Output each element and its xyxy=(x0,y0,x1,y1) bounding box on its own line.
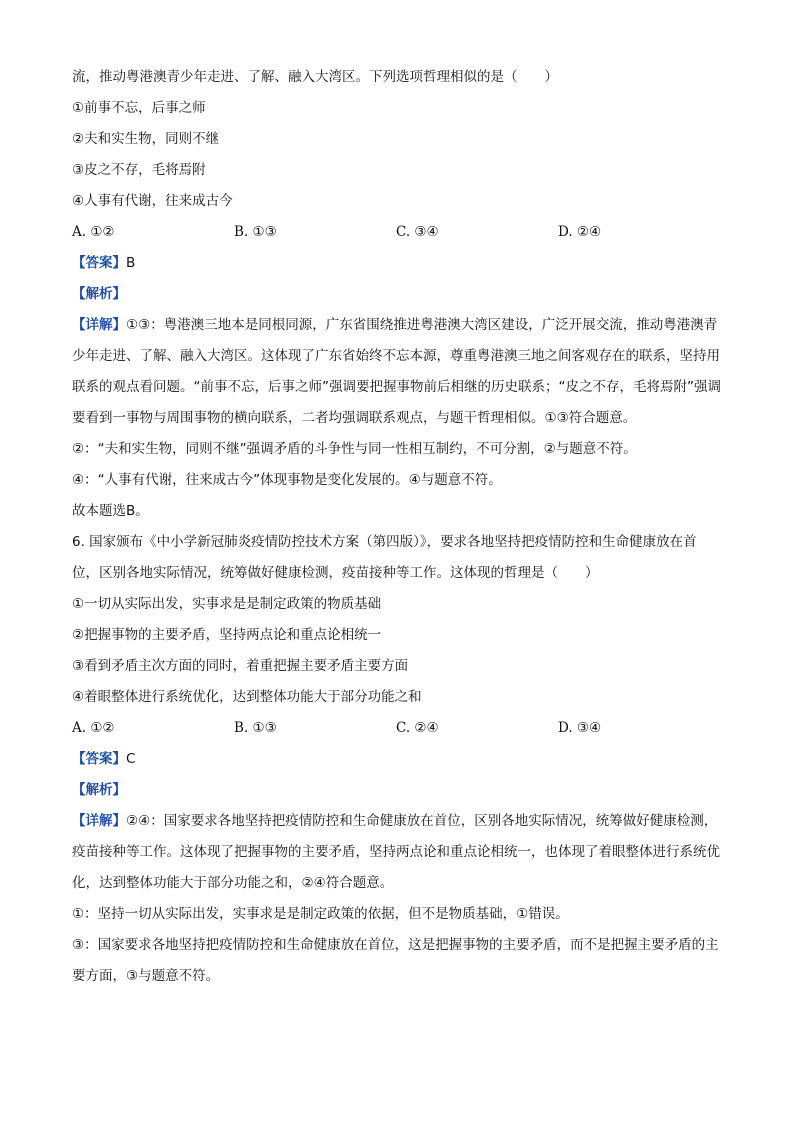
q6-note-2: ③：国家要求各地坚持把疫情防控和生命健康放在首位，这是把握事物的主要矛盾，而不是把握主要矛盾的主要方面，③与题意不符。 xyxy=(72,937,719,984)
detail-text: ①③：粤港澳三地本是同根同源，广东省围绕推进粤港澳大湾区建设，广泛开展交流，推动粤港澳青少年走进、了解、融入大湾区。这体现了广东省始终不忘本源，尊重粤港澳三地之间客观存在的联系，坚持用联系的观点看问题。“前事不忘，后事之师”强调要把握事物前后相继的历史联系；“皮之不存，毛将焉附”强调要看到一事物与周围事物的横向联系，二者均强调联系观点，与题干哲理相似。①③符合题意。 xyxy=(72,317,721,426)
q6-item-3: ③看到矛盾主次方面的同时，着重把握主要矛盾主要方面 xyxy=(72,658,409,674)
q5-option-b: B. ①③ xyxy=(234,224,277,240)
q6-answer xyxy=(72,744,722,775)
q5-note-1: ②：“夫和实生物，同则不继”强调矛盾的斗争性与同一性相互制约，不可分割，②与题意不符。 xyxy=(72,441,637,457)
q5-item-4: ④人事有代谢，往来成古今 xyxy=(72,193,233,209)
q5-option-c: C. ③④ xyxy=(396,224,439,240)
q5-answer xyxy=(72,248,722,279)
q6-item-1: ①一切从实际出发，实事求是是制定政策的物质基础 xyxy=(72,596,382,612)
document-page xyxy=(72,62,722,992)
q6-options xyxy=(72,713,722,744)
q5-item-3: ③皮之不存，毛将焉附 xyxy=(72,162,206,178)
q6-option-c: C. ②④ xyxy=(396,720,439,736)
q5-options xyxy=(72,217,722,248)
q6-analysis-heading xyxy=(72,775,722,806)
q6-item-4: ④着眼整体进行系统优化，达到整体功能大于部分功能之和 xyxy=(72,689,422,705)
q5-stem-tail: 流，推动粤港澳青少年走进、了解、融入大湾区。下列选项哲理相似的是（ ） xyxy=(72,69,558,85)
q6-detail xyxy=(72,806,722,899)
q6-option-d: D. ③④ xyxy=(558,720,602,736)
answer-tag: 【答案】 xyxy=(72,255,126,271)
q5-item-1: ①前事不忘，后事之师 xyxy=(72,100,206,116)
answer-tag: 【答案】 xyxy=(72,751,126,767)
q6-option-a: A. ①② xyxy=(72,720,115,736)
q5-option-a: A. ①② xyxy=(72,224,115,240)
q5-note-2: ④：“人事有代谢，往来成古今”体现事物是变化发展的。④与题意不符。 xyxy=(72,472,502,488)
detail-tag: 【详解】 xyxy=(72,813,126,829)
detail-tag: 【详解】 xyxy=(72,317,126,333)
q6-stem: 6. 国家颁布《中小学新冠肺炎疫情防控技术方案（第四版）》，要求各地坚持把疫情防控和生命健康放在首位，区别各地实际情况，统筹做好健康检测，疫苗接种等工作。这体现的哲理是（ ） xyxy=(72,534,697,581)
detail-text: ②④：国家要求各地坚持把疫情防控和生命健康放在首位，区别各地实际情况，统筹做好健康检测，疫苗接种等工作。这体现了把握事物的主要矛盾，坚持两点论和重点论相统一，也体现了着眼整体进行系统优化，达到整体功能大于部分功能之和，②④符合题意。 xyxy=(72,813,720,891)
q6-option-b: B. ①③ xyxy=(234,720,277,736)
q5-item-2: ②夫和实生物，同则不继 xyxy=(72,131,220,147)
q6-item-2: ②把握事物的主要矛盾，坚持两点论和重点论相统一 xyxy=(72,627,382,643)
q5-conclusion: 故本题选B。 xyxy=(72,503,149,519)
analysis-tag: 【解析】 xyxy=(72,286,126,302)
analysis-tag: 【解析】 xyxy=(72,782,126,798)
answer-value: C xyxy=(126,751,136,767)
q5-option-d: D. ②④ xyxy=(558,224,602,240)
answer-value: B xyxy=(126,255,136,271)
q5-analysis-heading xyxy=(72,279,722,310)
q6-note-1: ①：坚持一切从实际出发，实事求是是制定政策的依据，但不是物质基础，①错误。 xyxy=(72,906,569,922)
q5-detail xyxy=(72,310,722,434)
